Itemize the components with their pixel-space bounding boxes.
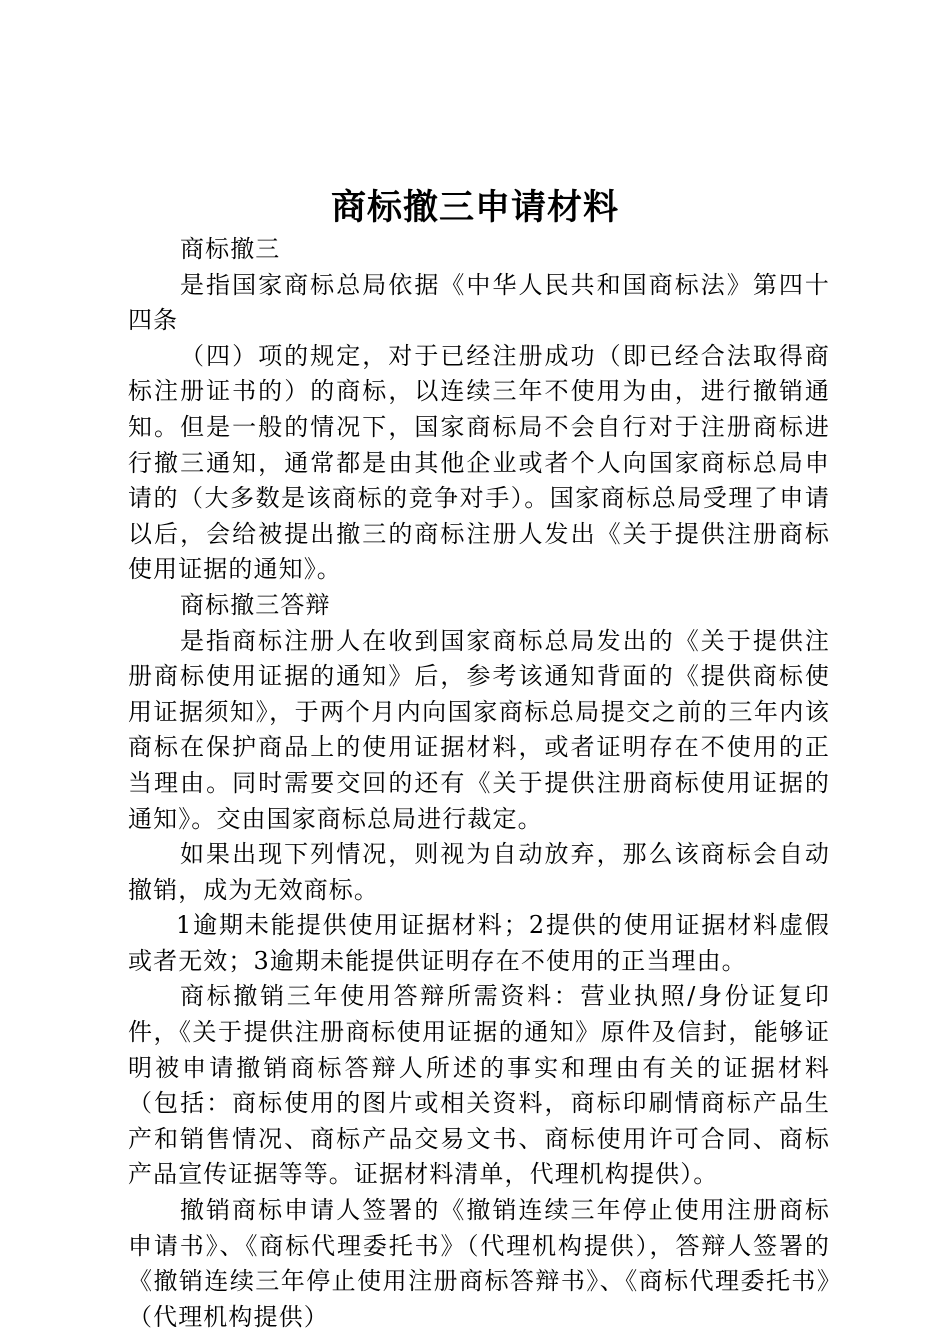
paragraph-auto-revocation: 如果出现下列情况，则视为自动放弃，那么该商标会自动撤销，成为无效商标。 — [128, 840, 830, 904]
paragraph-revocation-details: （四）项的规定，对于已经注册成功（即已经合法取得商标注册证书的）的商标，以连续三年不使用为由，进行撤销通知。但是一般的情况下，国家商标局不会自行对于注册商标进行撤三通知，通常都是由其他企业或者个人向国家商标总局申请的（大多数是该商标的竞争对手）。国家商标总局受理了申请以后，会给被提出撤三的商标注册人发出《关于提供注册商标使用证据的通知》。 — [128, 341, 830, 584]
paragraph-conditions-list: 1逾期未能提供使用证据材料；2提供的使用证据材料虚假或者无效；3逾期未能提供证明存在不使用的正当理由。 — [128, 911, 830, 975]
paragraph-defense-definition: 是指商标注册人在收到国家商标总局发出的《关于提供注册商标使用证据的通知》后，参考该通知背面的《提供商标使用证据须知》，于两个月内向国家商标总局提交之前的三年内该商标在保护商品上的使用证据材料，或者证明存在不使用的正当理由。同时需要交回的还有《关于提供注册商标使用证据的通知》。交由国家商标总局进行裁定。 — [128, 626, 830, 833]
document-title: 商标撤三申请材料 — [330, 188, 619, 228]
paragraph-signed-documents: 撤销商标申请人签署的《撤销连续三年停止使用注册商标申请书》、《商标代理委托书》（代理机构提供），答辩人签署的《撤销连续三年停止使用注册商标答辩书》、《商标代理委托书》（代理机构提供） — [128, 1196, 830, 1331]
paragraph-revocation-definition: 是指国家商标总局依据《中华人民共和国商标法》第四十四条 — [128, 270, 830, 335]
paragraph-heading-revocation: 商标撤三 — [180, 235, 281, 263]
paragraph-required-materials: 商标撤销三年使用答辩所需资料：营业执照/身份证复印件，《关于提供注册商标使用证据的通知》原件及信封，能够证明被申请撤销商标答辩人所述的事实和理由有关的证据材料（包括：商标使用的图片或相关资料，商标印刷情商标产品生产和销售情况、商标产品交易文书、商标使用许可合同、商标产品宣传证据等等。证据材料清单，代理机构提供）。 — [128, 982, 830, 1189]
document-body — [128, 232, 830, 1335]
paragraph-heading-defense: 商标撤三答辩 — [180, 590, 331, 619]
